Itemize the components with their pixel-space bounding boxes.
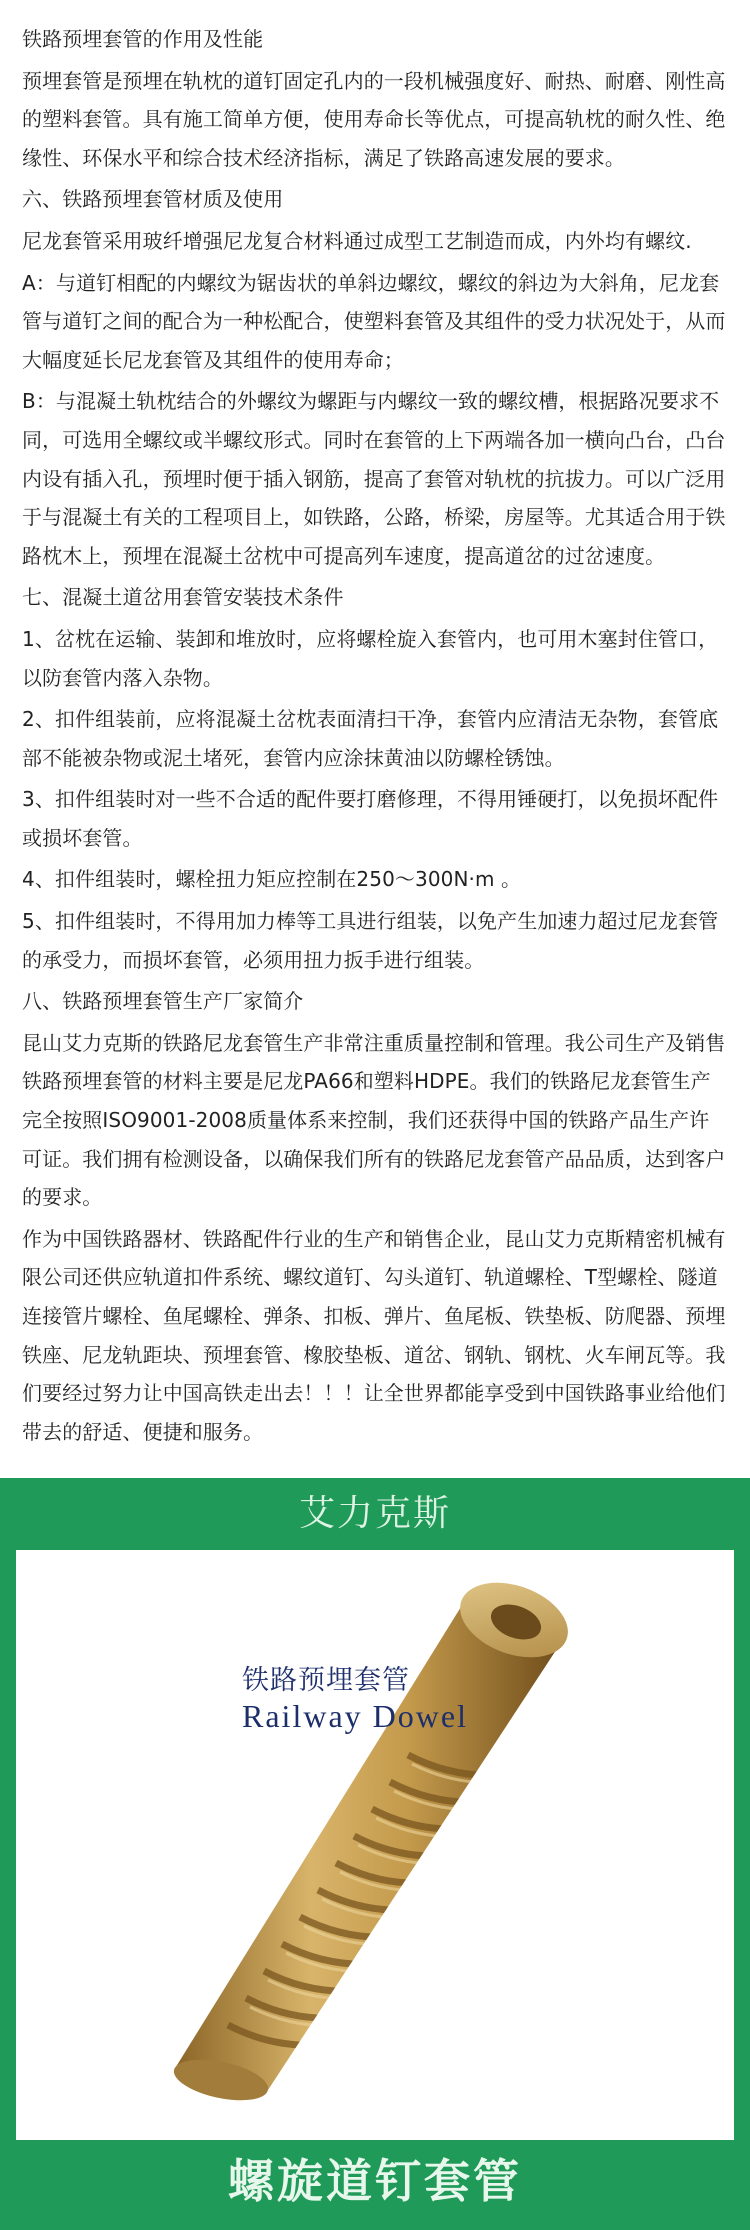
section-heading-manufacturer: 八、铁路预埋套管生产厂家简介 xyxy=(22,989,304,1014)
product-banner xyxy=(0,1478,750,2230)
product-title: 螺旋道钉套管 xyxy=(228,2154,522,2208)
install-item-2: 2、扣件组装前，应将混凝土岔枕表面清扫干净，套管内应清洁无杂物，套管底部不能被杂物或泥土堵死，套管内应涂抹黄油以防螺栓锈蚀。 xyxy=(22,707,719,770)
paragraph-products: 作为中国铁路器材、铁路配件行业的生产和销售企业，昆山艾力克斯精密机械有限公司还供应轨道扣件系统、螺纹道钉、勾头道钉、轨道螺栓、T型螺栓、隧道连接管片螺栓、鱼尾螺栓、弹条、扣板、弹片、鱼尾板、铁垫板、防爬器、预埋铁座、尼龙轨距块、预埋套管、橡胶垫板、道岔、钢轨、钢枕、火车闸瓦等。我们要经过努力让中国高铁走出去！！！让全世界都能享受到中国铁路事业给他们带去的舒适、便捷和服务。 xyxy=(22,1226,726,1444)
photo-label-en: Railway Dowel xyxy=(242,1698,468,1734)
paragraph-intro: 预埋套管是预埋在轨枕的道钉固定孔内的一段机械强度好、耐热、耐磨、刚性高的塑料套管。具有施工简单方便，使用寿命长等优点，可提高轨枕的耐久性、绝缘性、环保水平和综合技术经济指标，满足了铁路高速发展的要求。 xyxy=(22,68,726,170)
section-heading-installation: 七、混凝土道岔用套管安装技术条件 xyxy=(22,585,344,610)
product-photo xyxy=(16,1550,734,2140)
install-item-3: 3、扣件组装时对一些不合适的配件要打磨修理，不得用锤硬打，以免损坏配件或损坏套管。 xyxy=(22,787,719,850)
brand-bar xyxy=(0,1478,750,1550)
paragraph-inner-thread: A：与道钉相配的内螺纹为锯齿状的单斜边螺纹，螺纹的斜边为大斜角，尼龙套管与道钉之间的配合为一种松配合，使塑料套管及其组件的受力状况处于，从而大幅度延长尼龙套管及其组件的使用寿命； xyxy=(22,270,726,372)
paragraph-material: 尼龙套管采用玻纤增强尼龙复合材料通过成型工艺制造而成，内外均有螺纹. xyxy=(22,228,692,253)
install-item-5: 5、扣件组装时，不得用加力棒等工具进行组装，以免产生加速力超过尼龙套管的承受力，而损坏套管，必须用扭力扳手进行组装。 xyxy=(22,909,719,972)
install-item-4: 4、扣件组装时，螺栓扭力矩应控制在250～300N·m 。 xyxy=(22,867,522,892)
photo-label-cn: 铁路预埋套管 xyxy=(242,1665,410,1696)
install-item-1: 1、岔枕在运输、装卸和堆放时，应将螺栓旋入套管内，也可用木塞封住管口，以防套管内落入杂物。 xyxy=(22,626,719,690)
brand-name: 艾力克斯 xyxy=(298,1493,451,1534)
railway-dowel-photo-icon xyxy=(16,1550,734,2140)
section-heading-function: 铁路预埋套管的作用及性能 xyxy=(22,27,264,51)
paragraph-outer-thread: B：与混凝土轨枕结合的外螺纹为螺距与内螺纹一致的螺纹槽，根据路况要求不同，可选用全螺纹或半螺纹形式。同时在套管的上下两端各加一横向凸台，凸台内设有插入孔，预埋时便于插入钢筋，提高了套管对轨枕的抗拔力。可以广泛用于与混凝土有关的工程项目上，如铁路，公路，桥梁，房屋等。尤其适合用于铁路枕木上，预埋在混凝土岔枕中可提高列车速度，提高道岔的过岔速度。 xyxy=(22,389,726,568)
section-heading-material: 六、铁路预埋套管材质及使用 xyxy=(22,187,284,212)
paragraph-manufacturer: 昆山艾力克斯的铁路尼龙套管生产非常注重质量控制和管理。我公司生产及销售铁路预埋套管的材料主要是尼龙PA66和塑料HDPE。我们的铁路尼龙套管生产完全按照ISO9001-2008质量体系来控制，我们还获得中国的铁路产品生产许可证。我们拥有检测设备，以确保我们所有的铁路尼龙套管产品品质，达到客户的要求。 xyxy=(22,1030,726,1210)
article-text xyxy=(22,20,728,1454)
